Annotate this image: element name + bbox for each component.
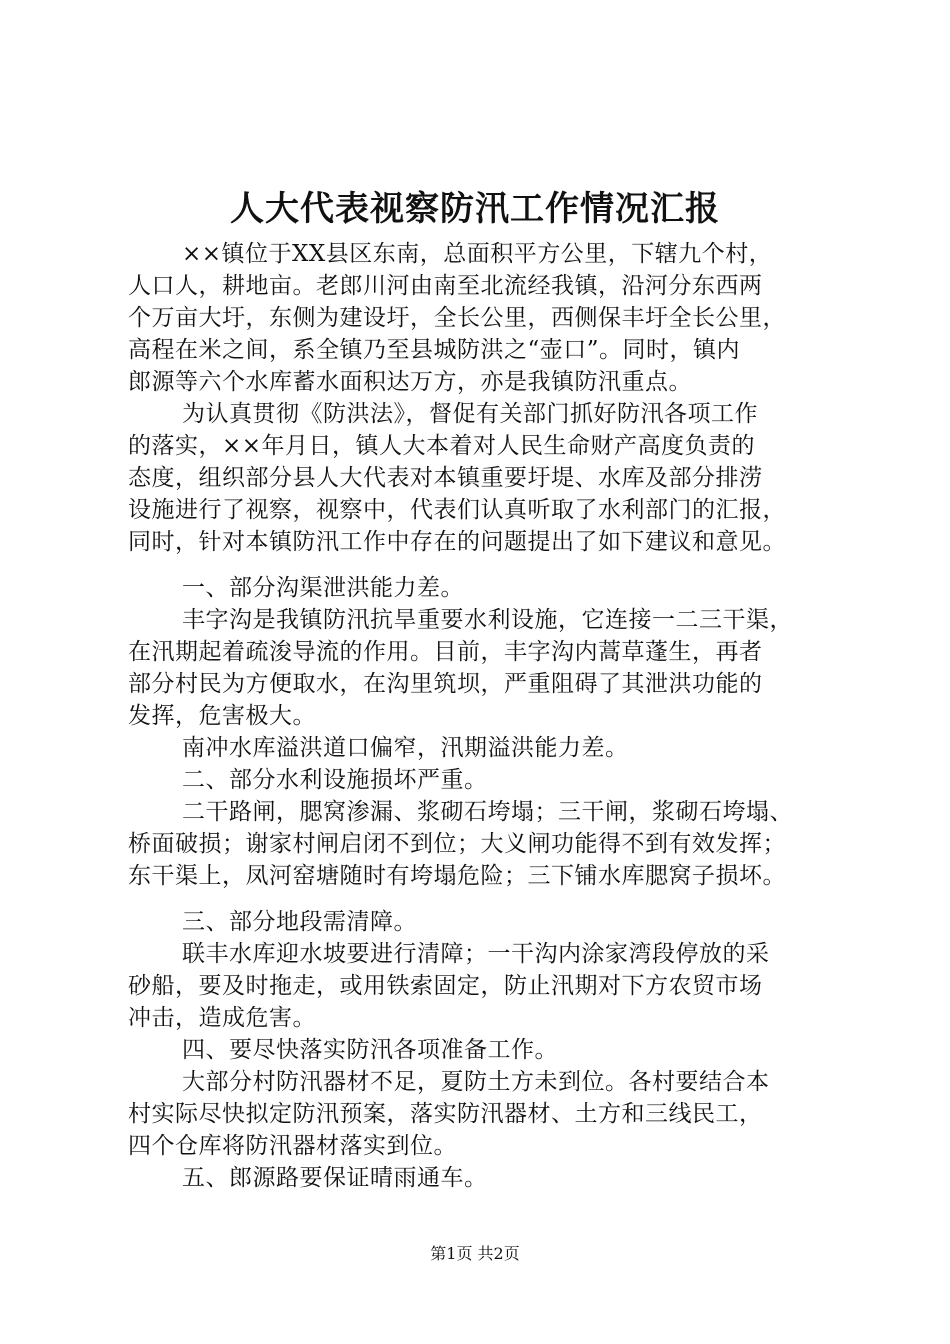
paragraph-line: 为认真贯彻《防洪法》，督促有关部门抓好防汛各项工作 bbox=[182, 401, 758, 427]
paragraph-line: 发挥，危害极大。 bbox=[128, 703, 316, 729]
section-heading: 五、郎源路要保证晴雨通车。 bbox=[182, 1165, 488, 1191]
paragraph-line: 设施进行了视察，视察中，代表们认真听取了水利部门的汇报， bbox=[128, 497, 786, 523]
paragraph-line: 二干路闸，腮窝渗漏、浆砌石垮塌；三干闸，浆砌石垮塌、 bbox=[182, 799, 793, 825]
paragraph-line: 人口人，耕地亩。老郎川河由南至北流经我镇，沿河分东西两 bbox=[128, 273, 763, 299]
section-heading: 一、部分沟渠泄洪能力差。 bbox=[182, 575, 464, 601]
paragraph-line: 南冲水库溢洪道口偏窄，汛期溢洪能力差。 bbox=[182, 735, 629, 761]
paragraph-line: 同时，针对本镇防汛工作中存在的问题提出了如下建议和意见。 bbox=[128, 529, 786, 555]
paragraph-line: 大部分村防汛器材不足，夏防土方未到位。各村要结合本 bbox=[182, 1069, 770, 1095]
paragraph-line: 丰字沟是我镇防汛抗旱重要水利设施，它连接一二三干渠， bbox=[182, 607, 793, 633]
paragraph-line: 冲击，造成危害。 bbox=[128, 1005, 316, 1031]
paragraph-line: 高程在米之间，系全镇乃至县城防洪之“壶口”。同时，镇内 bbox=[128, 337, 741, 363]
paragraph-line: 的落实，××年月日，镇人大本着对人民生命财产高度负责的 bbox=[128, 433, 756, 459]
paragraph-line: 在汛期起着疏浚导流的作用。目前，丰字沟内蒿草蓬生，再者 bbox=[128, 639, 763, 665]
paragraph-line: 个万亩大圩，东侧为建设圩，全长公里，西侧保丰圩全长公里， bbox=[128, 305, 786, 331]
paragraph-line: 郎源等六个水库蓄水面积达万方，亦是我镇防汛重点。 bbox=[128, 369, 692, 395]
paragraph-line: 村实际尽快拟定防汛预案，落实防汛器材、土方和三线民工， bbox=[128, 1101, 763, 1127]
document-title: 人大代表视察防汛工作情况汇报 bbox=[230, 189, 720, 229]
page-number: 第1页 共2页 bbox=[430, 1244, 520, 1263]
section-heading: 二、部分水利设施损坏严重。 bbox=[182, 767, 488, 793]
paragraph-line: 砂船，要及时拖走，或用铁索固定，防止汛期对下方农贸市场 bbox=[128, 973, 763, 999]
paragraph-line: 部分村民为方便取水，在沟里筑坝，严重阻碍了其泄洪功能的 bbox=[128, 671, 763, 697]
paragraph-line: 四个仓库将防汛器材落实到位。 bbox=[128, 1133, 457, 1159]
paragraph-line: 联丰水库迎水坡要进行清障；一干沟内涂家湾段停放的采 bbox=[182, 941, 770, 967]
paragraph-line: 桥面破损；谢家村闸启闭不到位；大义闸功能得不到有效发挥； bbox=[128, 831, 786, 857]
paragraph-line: 东干渠上，凤河窑塘随时有垮塌危险；三下铺水库腮窝子损坏。 bbox=[128, 863, 786, 889]
section-heading: 三、部分地段需清障。 bbox=[182, 909, 417, 935]
section-heading: 四、要尽快落实防汛各项准备工作。 bbox=[182, 1037, 558, 1063]
paragraph-line: 态度，组织部分县人大代表对本镇重要圩堤、水库及部分排涝 bbox=[128, 465, 763, 491]
paragraph-line: ××镇位于XX县区东南，总面积平方公里，下辖九个村， bbox=[182, 241, 773, 267]
